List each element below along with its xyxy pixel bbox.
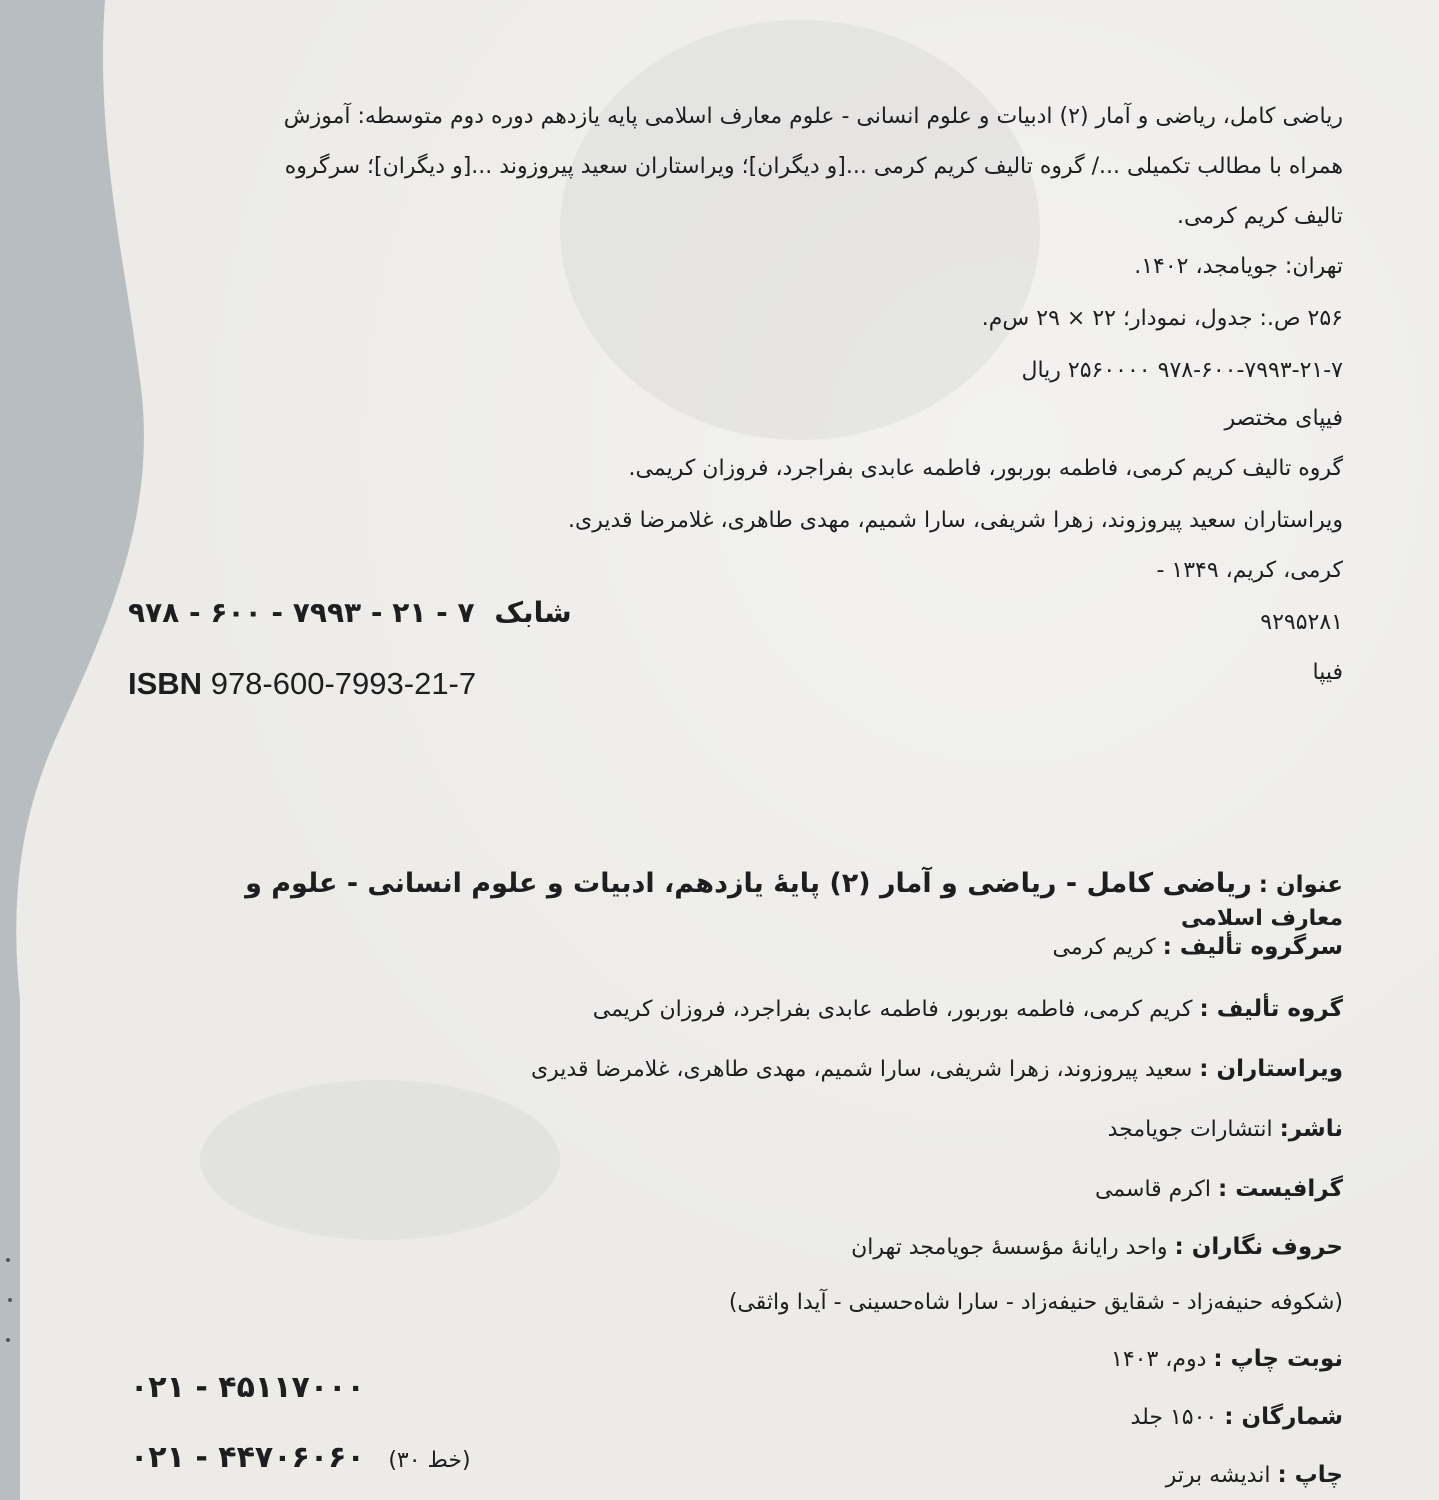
cip-line-1: ریاضی کامل، ریاضی و آمار (۲) ادبیات و علوم انسانی - علوم معارف اسلامی پایه یازدهم دوره دوم متوسطه: آموزش bbox=[283, 104, 1343, 129]
cip-editors: ویراستاران سعید پیروزوند، زهرا شریفی، سارا شمیم، مهدی طاهری، غلامرضا قدیری. bbox=[568, 508, 1343, 533]
credit-graphist bbox=[1095, 1176, 1343, 1202]
cip-publisher: تهران: جویامجد، ۱۴۰۲. bbox=[1134, 254, 1343, 279]
watermark-shape bbox=[560, 20, 1040, 440]
cip-pages: ۲۵۶ ص.: جدول، نمودار؛ ۲۲ × ۲۹ س‌م. bbox=[981, 306, 1343, 331]
head-author-value: کریم کرمی bbox=[1052, 935, 1156, 960]
cip-record-number: ۹۲۹۵۲۸۱ bbox=[1260, 610, 1343, 635]
publisher-label: ناشر: bbox=[1279, 1116, 1343, 1142]
print-value: اندیشه برتر bbox=[1165, 1463, 1271, 1488]
isbn-label: ISBN bbox=[128, 666, 203, 701]
cip-isbn-price: ۹۷۸-۶۰۰-۷۹۹۳-۲۱-۷ ۲۵۶۰۰۰۰ ریال bbox=[1021, 358, 1343, 383]
edition-value: دوم، ۱۴۰۳ bbox=[1111, 1347, 1207, 1372]
credit-copies bbox=[1131, 1404, 1343, 1430]
credit-editors bbox=[531, 1056, 1343, 1082]
cip-line-3: تالیف کریم کرمی. bbox=[1176, 204, 1343, 229]
edition-label: نوبت چاپ : bbox=[1213, 1346, 1343, 1372]
shabak-number: ۹۷۸ - ۶۰۰ - ۷۹۹۳ - ۲۱ - ۷ bbox=[128, 596, 475, 629]
typesetters-names: (شکوفه حنیفه‌زاد - شقایق حنیفه‌زاد - سارا شاه‌حسینی - آیدا واثقی) bbox=[728, 1290, 1343, 1315]
print-label: چاپ : bbox=[1277, 1462, 1343, 1488]
cip-fipa-short: فیپای مختصر bbox=[1224, 406, 1343, 431]
phone-2-line bbox=[130, 1440, 471, 1475]
phone-2-note: (۳۰ خط) bbox=[388, 1448, 471, 1473]
credit-print bbox=[1166, 1462, 1343, 1488]
phone-1: ۰۲۱ - ۴۵۱۱۷۰۰۰ bbox=[130, 1370, 365, 1405]
cip-author-birth: کرمی، کریم، ۱۳۴۹ - bbox=[1156, 558, 1343, 583]
shabak-line bbox=[128, 596, 572, 629]
publisher-value: انتشارات جویامجد bbox=[1107, 1117, 1273, 1142]
credit-title bbox=[245, 868, 1343, 899]
credit-typesetters bbox=[851, 1234, 1343, 1260]
head-author-label: سرگروه تألیف : bbox=[1162, 934, 1343, 960]
phone-2: ۰۲۱ - ۴۴۷۰۶۰۶۰ bbox=[130, 1440, 365, 1475]
graphist-label: گرافیست : bbox=[1218, 1176, 1343, 1202]
cip-line-2: همراه با مطالب تکمیلی .../ گروه تالیف کریم کرمی ...[و دیگران]؛ ویراستاران سعید پیروزوند ...[و دیگران]؛ سرگروه bbox=[284, 154, 1343, 179]
cip-authors: گروه تالیف کریم کرمی، فاطمه بوربور، فاطمه عابدی بفراجرد، فروزان کریمی. bbox=[628, 456, 1343, 481]
isbn-number: 978-600-7993-21-7 bbox=[210, 666, 477, 701]
title-value-2: معارف اسلامی bbox=[1181, 906, 1343, 931]
credit-publisher bbox=[1108, 1116, 1343, 1142]
title-value-1: ریاضی کامل - ریاضی و آمار (۲) پایهٔ یازدهم، ادبیات و علوم انسانی - علوم و bbox=[245, 868, 1252, 899]
credit-head-author bbox=[1053, 934, 1344, 960]
cip-fipa: فیپا bbox=[1312, 660, 1343, 685]
shabak-label: شابک bbox=[494, 596, 572, 629]
cover-edge bbox=[0, 0, 170, 1500]
editors-value: سعید پیروزوند، زهرا شریفی، سارا شمیم، مهدی طاهری، غلامرضا قدیری bbox=[530, 1057, 1193, 1082]
authors-label: گروه تألیف : bbox=[1199, 996, 1343, 1022]
graphist-value: اکرم قاسمی bbox=[1094, 1177, 1212, 1202]
copies-label: شمارگان : bbox=[1224, 1404, 1343, 1430]
title-label: عنوان : bbox=[1258, 872, 1343, 898]
watermark-shape bbox=[200, 1080, 560, 1240]
copies-value: ۱۵۰۰ جلد bbox=[1130, 1405, 1218, 1430]
editors-label: ویراستاران : bbox=[1199, 1056, 1343, 1082]
authors-value: کریم کرمی، فاطمه بوربور، فاطمه عابدی بفراجرد، فروزان کریمی bbox=[592, 997, 1193, 1022]
typesetters-label: حروف نگاران : bbox=[1174, 1234, 1343, 1260]
isbn-line bbox=[128, 666, 476, 702]
credit-authors bbox=[593, 996, 1343, 1022]
credit-edition bbox=[1111, 1346, 1343, 1372]
typesetters-value: واحد رایانهٔ مؤسسهٔ جویامجد تهران bbox=[851, 1235, 1168, 1260]
